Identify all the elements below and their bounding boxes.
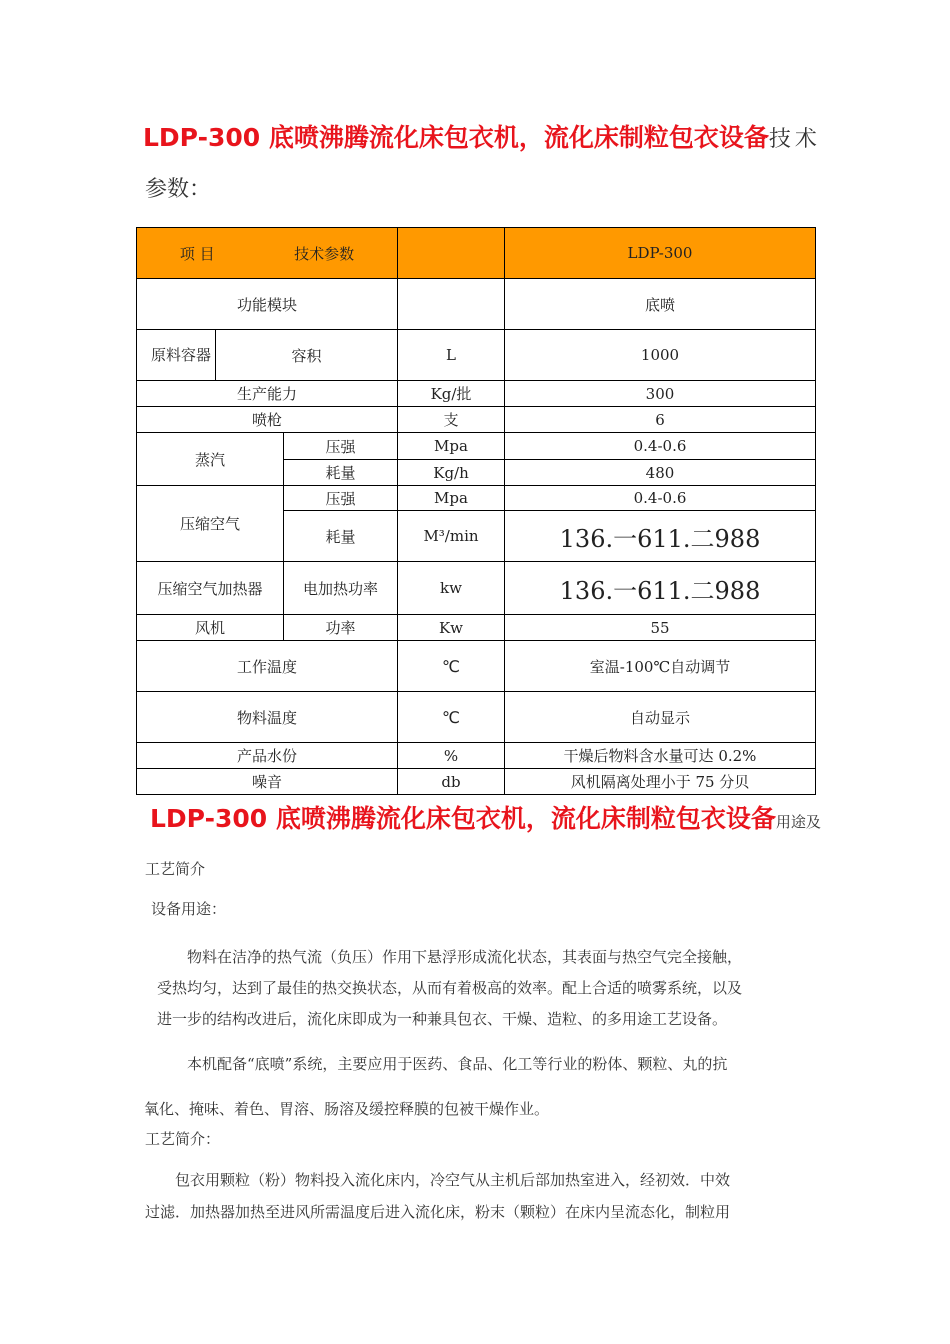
header-empty xyxy=(398,228,505,279)
usage-line-2: 受热均匀，达到了最佳的热交换状态，从而有着极高的效率。配上合适的喷雾系统，以及 xyxy=(157,979,743,997)
process-line-1: 包衣用颗粒（粉）物料投入流化床内，冷空气从主机后部加热室进入，经初效．中效 xyxy=(175,1171,731,1189)
table-row xyxy=(137,562,816,615)
usage-line-1: 物料在洁净的热气流（负压）作用下悬浮形成流化状态，其表面与热空气完全接触， xyxy=(187,948,743,966)
process-line-2: 过滤．加热器加热至进风所需温度后进入流化床，粉末（颗粒）在床内呈流态化，制粒用 xyxy=(145,1203,731,1221)
usage-line-3: 进一步的结构改进后，流化床即成为一种兼具包衣、干燥、造粒、的多用途工艺设备。 xyxy=(157,1010,728,1028)
row-sublabel: 耗量 xyxy=(284,460,398,486)
row-value: 6 xyxy=(505,407,816,433)
row-sublabel: 电加热功率 xyxy=(284,562,398,615)
row-label: 生产能力 xyxy=(137,381,398,407)
title-line2: 参数： xyxy=(145,177,212,202)
row-unit: ℃ xyxy=(398,692,505,743)
header-item: 项 目 xyxy=(179,244,215,263)
spec-table xyxy=(136,227,816,795)
row-value: 136.一611.二988 xyxy=(505,511,816,562)
table-row xyxy=(137,641,816,692)
row-sublabel: 压强 xyxy=(284,486,398,511)
title-suffix: 技术 xyxy=(768,127,821,152)
row-value: 室温-100℃自动调节 xyxy=(505,641,816,692)
row-value: 1000 xyxy=(505,330,816,381)
row-label: 工作温度 xyxy=(137,641,398,692)
row-unit: kw xyxy=(398,562,505,615)
row-unit: Mpa xyxy=(398,433,505,460)
row-value: 136.一611.二988 xyxy=(505,562,816,615)
row-value: 0.4-0.6 xyxy=(505,486,816,511)
row-label: 压缩空气加热器 xyxy=(137,562,284,615)
row-value: 300 xyxy=(505,381,816,407)
table-row xyxy=(137,743,816,769)
row-label: 噪音 xyxy=(137,769,398,795)
row-label: 功能模块 xyxy=(137,279,398,330)
table-row xyxy=(137,279,816,330)
row-value: 干燥后物料含水量可达 0.2% xyxy=(505,743,816,769)
row-unit xyxy=(398,279,505,330)
table-row xyxy=(137,692,816,743)
table-row xyxy=(137,486,816,511)
row-unit: ℃ xyxy=(398,641,505,692)
table-row xyxy=(137,381,816,407)
row-unit: Kg/批 xyxy=(398,381,505,407)
row-label: 压缩空气 xyxy=(137,486,284,562)
row-value: 底喷 xyxy=(505,279,816,330)
row-sublabel: 容积 xyxy=(216,330,398,381)
section-title-suffix: 用途及 xyxy=(775,813,821,831)
table-row xyxy=(137,769,816,795)
bottom-spray-paragraph xyxy=(144,1042,812,1132)
row-value: 自动显示 xyxy=(505,692,816,743)
row-sublabel: 耗量 xyxy=(284,511,398,562)
section-title-line2: 工艺简介 xyxy=(145,860,206,878)
process-paragraph xyxy=(145,1164,800,1228)
row-value: 55 xyxy=(505,615,816,641)
header-param: 技术参数 xyxy=(294,244,355,263)
row-label: 原料容器 xyxy=(137,330,216,381)
header-model: LDP-300 xyxy=(505,228,816,279)
table-header-row xyxy=(137,228,816,279)
row-value: 风机隔离处理小于 75 分贝 xyxy=(505,769,816,795)
row-label: 喷枪 xyxy=(137,407,398,433)
spray-line-1: 本机配备“底喷”系统，主要应用于医药、食品、化工等行业的粉体、颗粒、丸的抗 xyxy=(187,1055,728,1073)
spray-line-2: 氧化、掩味、着色、胃溶、肠溶及缓控释膜的包被干燥作业。 xyxy=(144,1100,550,1118)
row-value: 480 xyxy=(505,460,816,486)
usage-heading: 设备用途： xyxy=(151,900,227,918)
row-unit: 支 xyxy=(398,407,505,433)
title-highlight: LDP-300 底喷沸腾流化床包衣机，流化床制粒包衣设备 xyxy=(143,123,769,152)
process-heading: 工艺简介： xyxy=(145,1130,221,1148)
header-item-param xyxy=(137,228,398,279)
row-value: 0.4-0.6 xyxy=(505,433,816,460)
row-unit: Mpa xyxy=(398,486,505,511)
row-label: 物料温度 xyxy=(137,692,398,743)
row-unit: Kw xyxy=(398,615,505,641)
row-sublabel: 压强 xyxy=(284,433,398,460)
section-title xyxy=(150,799,830,835)
row-unit: L xyxy=(398,330,505,381)
row-sublabel: 功率 xyxy=(284,615,398,641)
row-unit: % xyxy=(398,743,505,769)
row-unit: M³/min xyxy=(398,511,505,562)
row-label: 产品水份 xyxy=(137,743,398,769)
section-title-highlight: LDP-300 底喷沸腾流化床包衣机，流化床制粒包衣设备 xyxy=(150,804,776,833)
table-row xyxy=(137,433,816,460)
table-row xyxy=(137,330,816,381)
table-row xyxy=(137,615,816,641)
row-label: 蒸汽 xyxy=(137,433,284,486)
row-unit: db xyxy=(398,769,505,795)
usage-paragraph xyxy=(157,942,812,1035)
row-label: 风机 xyxy=(137,615,284,641)
page-title xyxy=(143,118,823,161)
row-unit: Kg/h xyxy=(398,460,505,486)
table-row xyxy=(137,407,816,433)
